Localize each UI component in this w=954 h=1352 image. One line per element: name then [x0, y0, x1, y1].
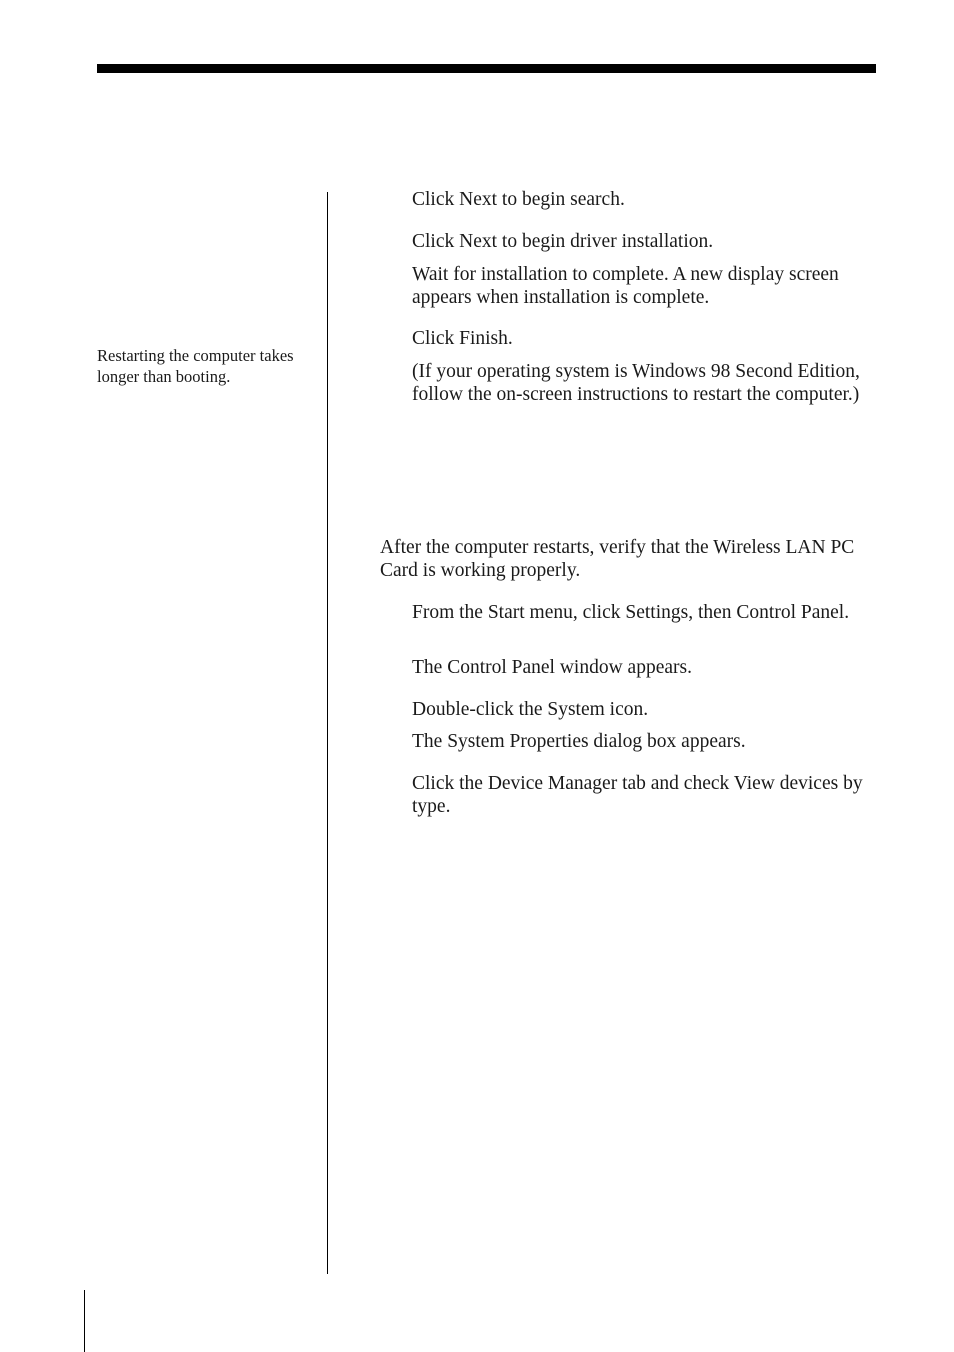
restart-note: (If your operating system is Windows 98 Second Edition, follow the on-screen instructions to restart the computer.): [412, 361, 860, 405]
header-rule: [97, 64, 876, 73]
step-click-next-search: Click Next to begin search.: [412, 189, 625, 210]
column-divider: [327, 192, 328, 1274]
sidebar-note: Restarting the computer takes longer than booting.: [97, 346, 294, 386]
step-click-next-driver: Click Next to begin driver installation.: [412, 231, 714, 252]
verify-intro: After the computer restarts, verify that the Wireless LAN PC Card is working properly.: [380, 537, 855, 581]
control-panel-result: The Control Panel window appears.: [412, 657, 692, 678]
installation-wait-note: Wait for installation to complete. A new display screen appears when installation is complete.: [412, 264, 839, 308]
step-double-click-system: Double-click the System icon.: [412, 699, 649, 720]
step-device-manager: Click the Device Manager tab and check View devices by type.: [412, 773, 863, 817]
system-properties-result: The System Properties dialog box appears.: [412, 731, 746, 752]
step-click-finish: Click Finish.: [412, 328, 513, 349]
footer-corner-rule: [84, 1290, 85, 1352]
step-open-control-panel: From the Start menu, click Settings, then Control Panel.: [412, 602, 850, 623]
